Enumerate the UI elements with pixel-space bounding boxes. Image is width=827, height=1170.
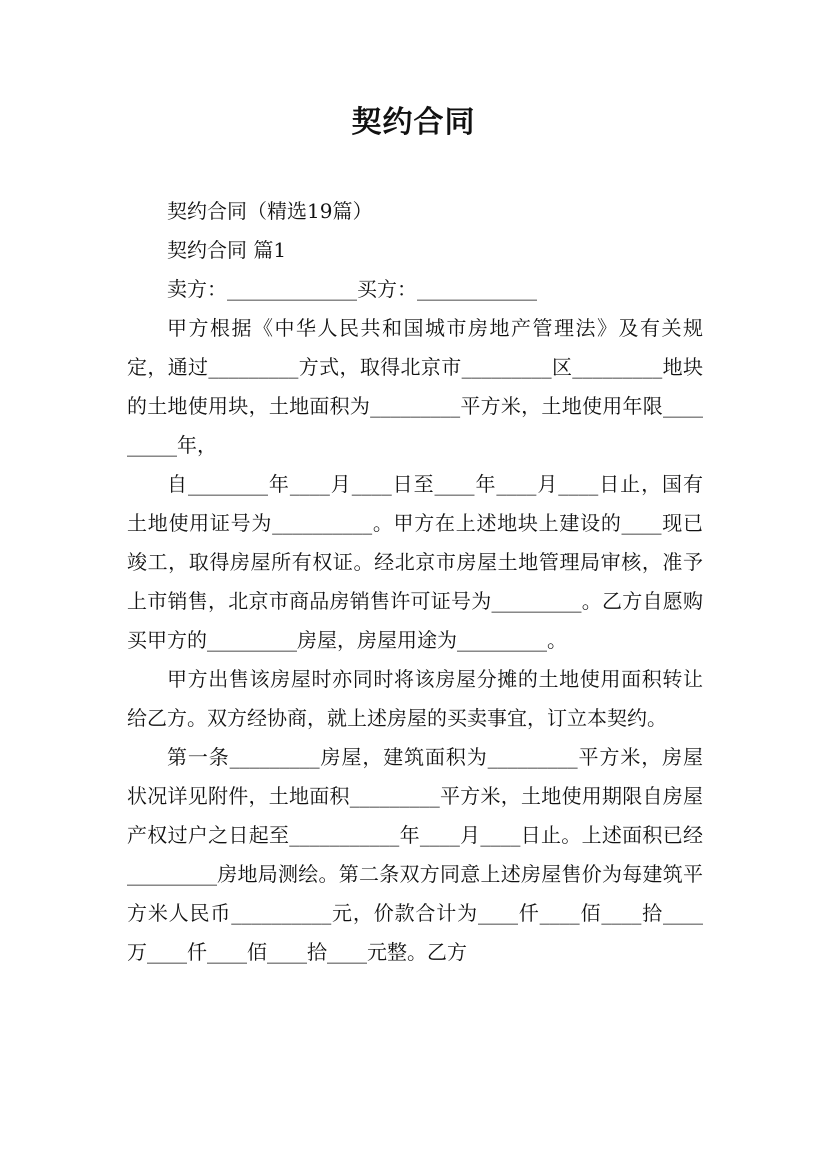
document-title: 契约合同 [351,105,476,140]
paragraph-certificate: 自________年____月____日至____年____月____日止，国有土地使用证号为__________。甲方在上述地块上建设的____现已竣工，取得房屋所有权证。经北京市房屋土地管理局审核，准予上市销售，北京市商品房销售许可证号为_________。乙方自愿购买甲方的_________房屋，房屋用途为_________。 [127,472,703,652]
paragraph-article-1: 第一条_________房屋，建筑面积为_________平方米，房屋状况详见附件，土地面积_________平方米，土地使用期限自房屋产权过户之日起至___________年____月____日止。上述面积已经_________房地局测绘。第二条双方同意上述房屋售价为每建筑平方米人民币__________元，价款合计为____仟____佰____拾____万____仟____佰____拾____元整。乙方 [127,745,703,964]
paragraph-subtitle: 契约合同（精选19篇） [167,199,373,223]
paragraph-parties: 卖方：_____________买方：____________ [167,277,537,301]
paragraph-section-heading: 契约合同 篇1 [167,238,287,262]
paragraph-transfer: 甲方出售该房屋时亦同时将该房屋分摊的土地使用面积转让给乙方。双方经协商，就上述房屋的买卖事宜，订立本契约。 [127,667,703,730]
paragraph-land-use: 甲方根据《中华人民共和国城市房地产管理法》及有关规定，通过_________方式，取得北京市_________区_________地块的土地使用块，土地面积为_________平方米，土地使用年限_________年， [127,316,703,457]
document-body [127,192,703,972]
